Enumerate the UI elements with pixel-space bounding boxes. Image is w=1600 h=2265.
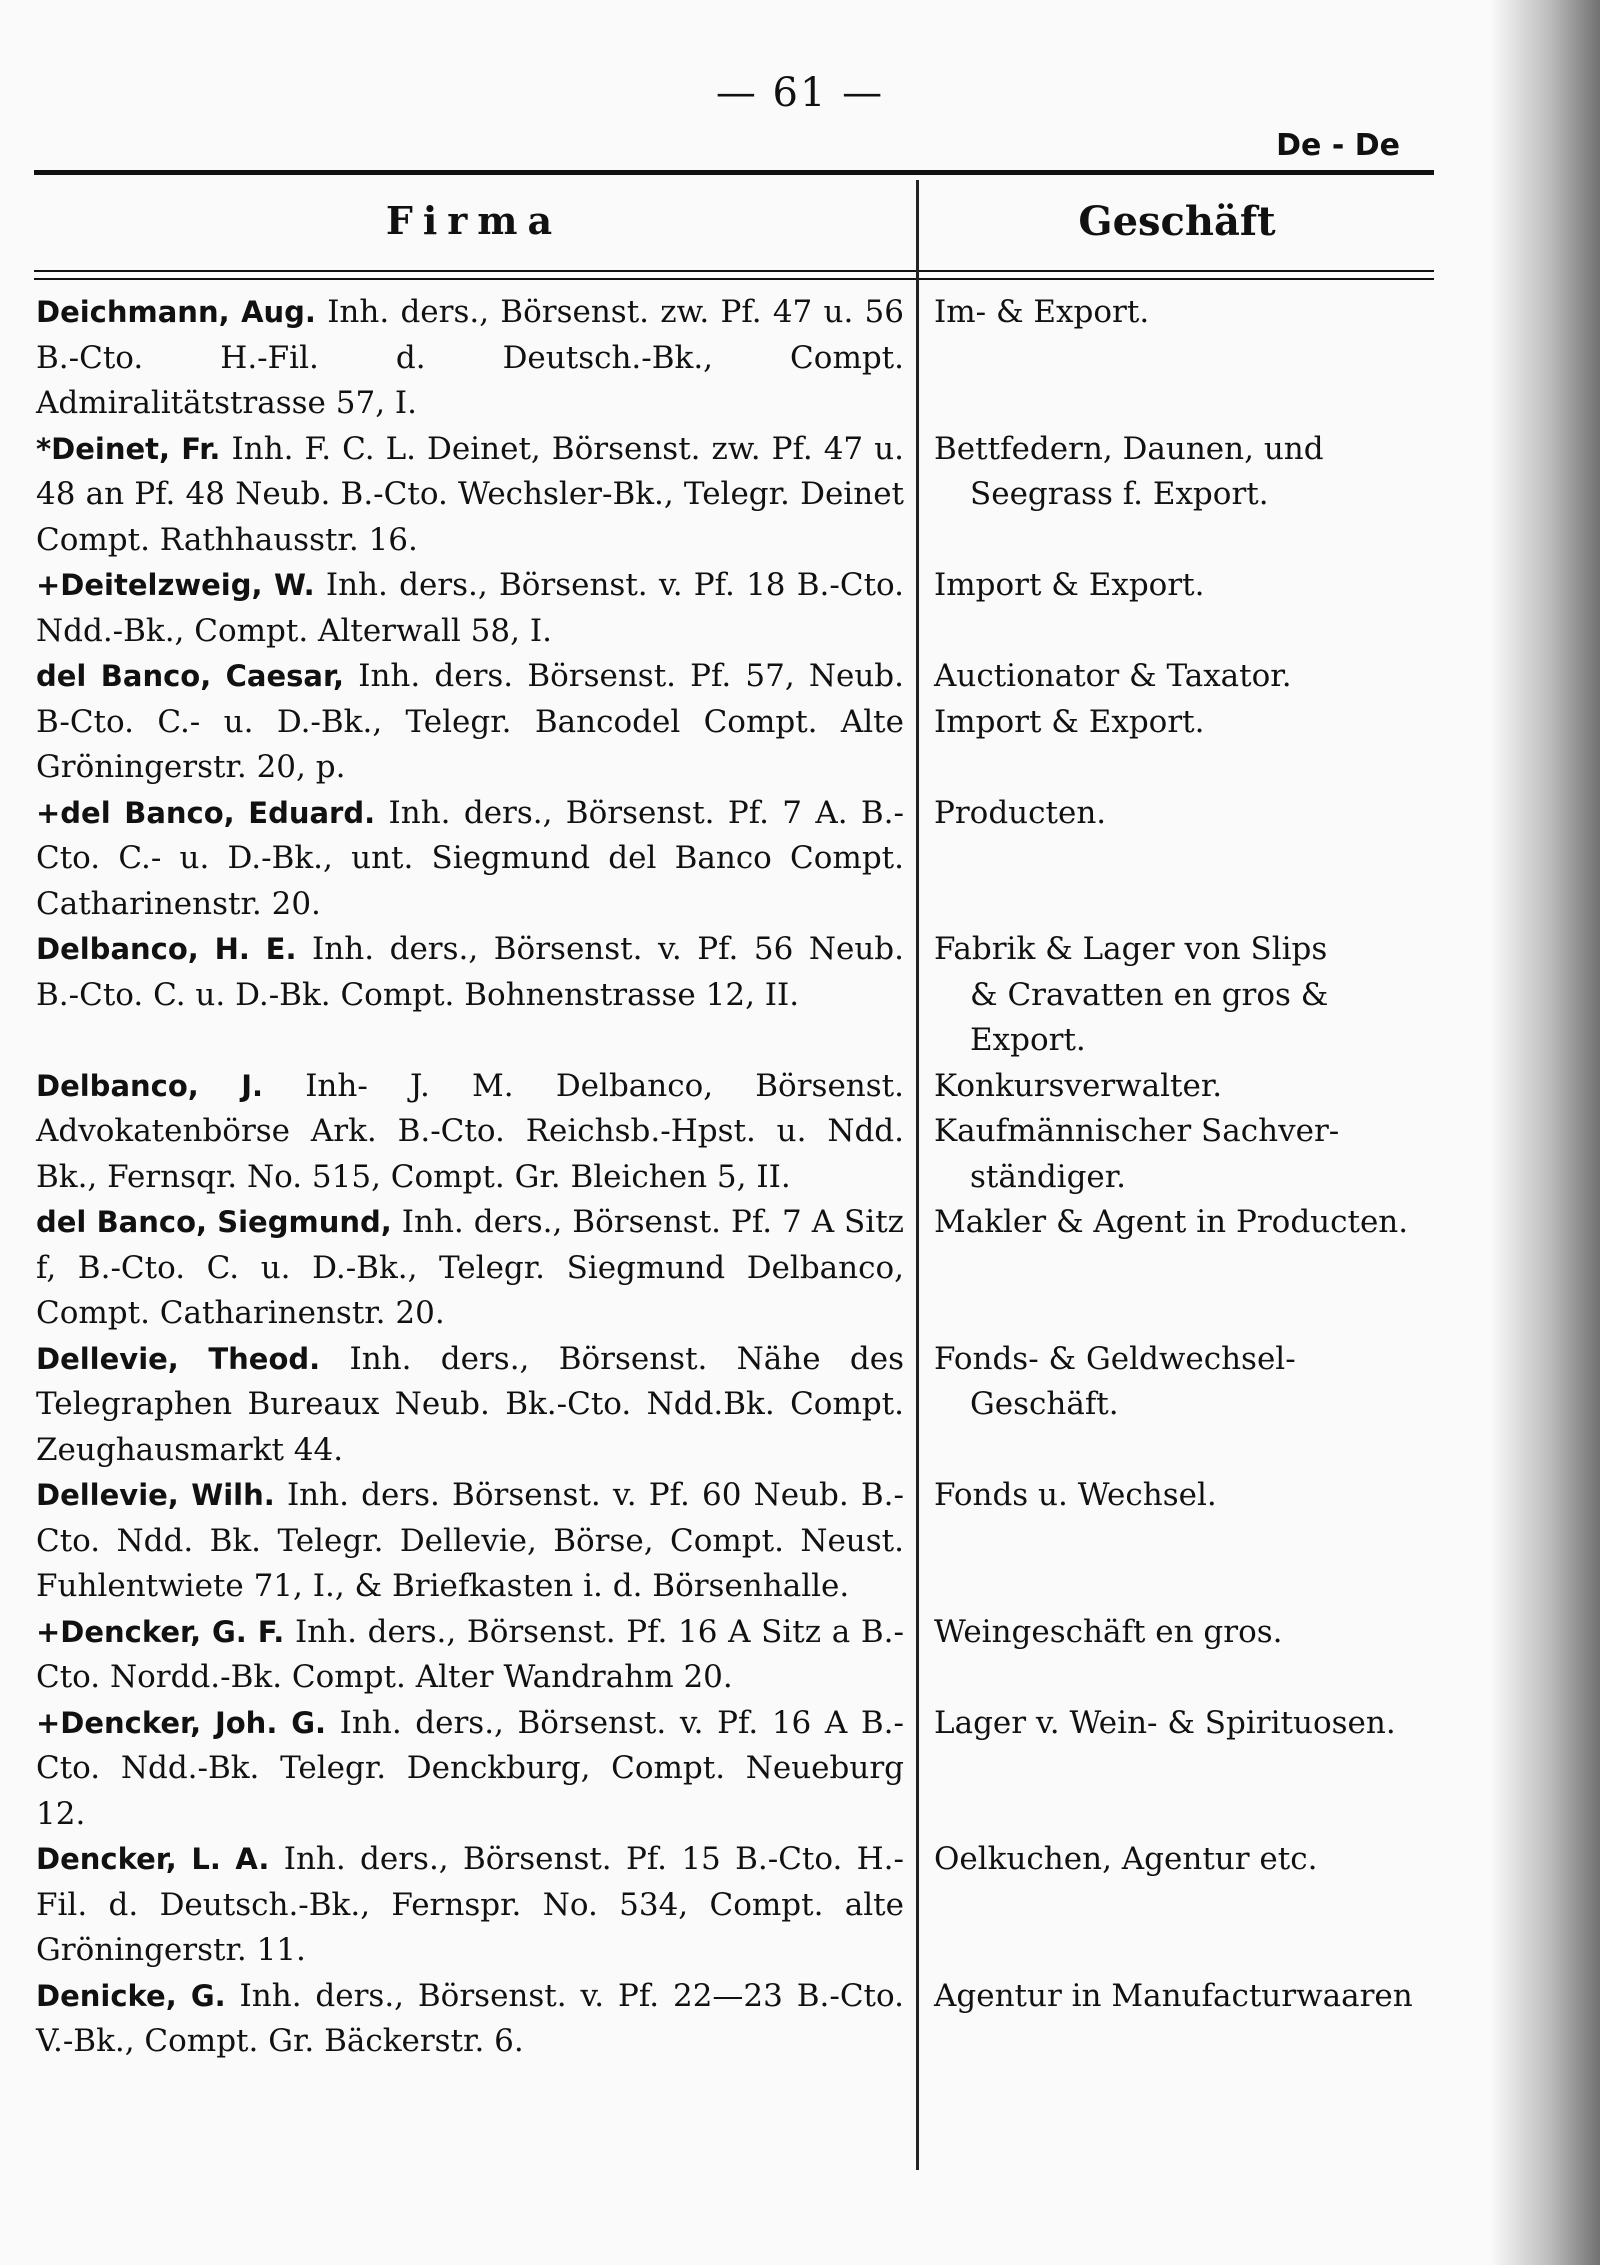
directory-entry: [36, 1200, 1456, 1337]
entry-business: [914, 1701, 1444, 1838]
firm-details: Inh. ders., Börsenst. Pf. 7 A Sitz f, B.-Cto. C. u. D.-Bk., Telegr. Siegmund Delbanco, Compt. Catharinenstr. 20.: [36, 1204, 904, 1331]
business-line: Agentur in Manufacturwaaren: [934, 1977, 1413, 2014]
firm-name: +Dencker, Joh. G.: [36, 1705, 327, 1740]
business-line: Auctionator & Taxator.: [934, 658, 1292, 694]
firm-details: Inh. ders. Börsenst. v. Pf. 60 Neub. B.-Cto. Ndd. Bk. Telegr. Dellevie, Börse, Compt. Neust. Fuhlentwiete 71, I., & Briefkasten i. d. Börsenhalle.: [36, 1477, 905, 1604]
entry-business: [914, 1837, 1444, 1974]
column-heading-geschaeft: Geschäft: [1078, 198, 1276, 245]
firm-name: Dellevie, Wilh.: [36, 1478, 275, 1512]
firm-name: Denicke, G.: [36, 1978, 226, 2013]
business-line: Fonds u. Wechsel.: [934, 1477, 1217, 1513]
firm-name: Dencker, L. A.: [36, 1842, 270, 1876]
directory-entry: [36, 1064, 1456, 1201]
entry-business: [914, 1974, 1444, 2065]
entry-firma: [36, 1837, 914, 1974]
business-line: & Cravatten en gros &: [970, 976, 1329, 1013]
entry-firma: [36, 427, 914, 564]
firm-details: Inh. ders., Börsenst. v. Pf. 18 B.-Cto. Ndd.-Bk., Compt. Alterwall 58, I.: [36, 567, 904, 649]
firm-name: Delbanco, H. E.: [36, 932, 297, 966]
entry-business: [914, 1337, 1444, 1474]
firm-name: +Dencker, G. F.: [36, 1614, 285, 1649]
business-line: Bettfedern, Daunen, und: [934, 430, 1324, 467]
entry-firma: [36, 1473, 914, 1610]
entry-business: [914, 1200, 1444, 1337]
firm-details: Inh. ders., Börsenst. Pf. 7 A. B.-Cto. C.- u. D.-Bk., unt. Siegmund del Banco Compt. Catharinenstr. 20.: [36, 794, 905, 922]
entry-firma: [36, 1610, 914, 1701]
entry-list: [36, 290, 1456, 2065]
entry-business: [914, 563, 1444, 654]
header-rule: [34, 170, 1434, 175]
business-line: Seegrass f. Export.: [970, 476, 1269, 512]
business-line: Geschäft.: [970, 1386, 1119, 1422]
firm-details: Inh. ders., Börsenst. v. Pf. 22—23 B.-Cto. V.-Bk., Compt. Gr. Bäckerstr. 6.: [36, 1977, 904, 2059]
business-line: Producten.: [934, 794, 1107, 831]
entry-business: [914, 1610, 1444, 1701]
business-line: Import & Export.: [934, 567, 1205, 603]
entry-firma: [36, 290, 914, 427]
entry-firma: [36, 563, 914, 654]
business-line: Konkursverwalter.: [934, 1067, 1223, 1104]
firm-name: +Deitelzweig, W.: [36, 568, 315, 602]
directory-entry: [36, 1610, 1456, 1701]
firm-details: Inh. ders., Börsenst. Pf. 15 B.-Cto. H.-Fil. d. Deutsch.-Bk., Fernspr. No. 534, Compt. alte Gröningerstr. 11.: [36, 1841, 905, 1968]
directory-entry: [36, 290, 1456, 427]
firm-details: Inh. ders., Börsenst. Pf. 16 A Sitz a B.-Cto. Nordd.-Bk. Compt. Alter Wandrahm 20.: [36, 1613, 905, 1695]
business-line: Weingeschäft en gros.: [934, 1613, 1283, 1650]
entry-firma: [36, 1337, 914, 1474]
directory-entry: [36, 1837, 1456, 1974]
entry-firma: [36, 1064, 914, 1201]
firm-details: Inh. ders., Börsenst. v. Pf. 16 A B.-Cto. Ndd.-Bk. Telegr. Denckburg, Compt. Neueburg 12.: [36, 1704, 904, 1832]
business-line: Lager v. Wein- & Spirituosen.: [934, 1704, 1396, 1741]
business-line: Export.: [970, 1022, 1086, 1058]
business-line: Fabrik & Lager von Slips: [934, 931, 1328, 967]
alphabet-range: De - De: [1276, 128, 1400, 163]
business-line: Oelkuchen, Agentur etc.: [934, 1841, 1318, 1877]
directory-entry: [36, 563, 1456, 654]
entry-business: [914, 427, 1444, 564]
business-line: Kaufmännischer Sachver-: [934, 1113, 1340, 1149]
page-number: — 61 —: [715, 70, 885, 116]
firm-name: Delbanco, J.: [36, 1068, 264, 1103]
firm-name: +del Banco, Eduard.: [36, 795, 376, 830]
entry-firma: [36, 1701, 914, 1838]
firm-details: Inh- J. M. Delbanco, Börsenst. Advokatenbörse Ark. B.-Cto. Reichsb.-Hpst. u. Ndd. Bk., Fernsqr. No. 515, Compt. Gr. Bleichen 5, II.: [36, 1067, 904, 1195]
directory-entry: [36, 654, 1456, 791]
entry-business: [914, 654, 1444, 791]
firm-details: Inh. ders. Börsenst. Pf. 57, Neub. B-Cto. C.- u. D.-Bk., Telegr. Bancodel Compt. Alte Gröningerstr. 20, p.: [36, 658, 905, 785]
entry-firma: [36, 791, 914, 928]
entry-business: [914, 791, 1444, 928]
entry-firma: [36, 1974, 914, 2065]
entry-business: [914, 1064, 1444, 1201]
directory-entry: [36, 1974, 1456, 2065]
business-line: Import & Export.: [934, 703, 1205, 740]
column-heading-firma: Firma: [385, 198, 563, 243]
firm-name: *Deinet, Fr.: [36, 431, 221, 466]
entry-business: [914, 1473, 1444, 1610]
directory-entry: [36, 1337, 1456, 1474]
business-line: Im- & Export.: [934, 294, 1150, 330]
firm-details: Inh. F. C. L. Deinet, Börsenst. zw. Pf. 47 u. 48 an Pf. 48 Neub. B.-Cto. Wechsler-Bk., Telegr. Deinet Compt. Rathhausstr. 16.: [36, 430, 904, 558]
business-line: ständiger.: [970, 1158, 1127, 1195]
directory-entry: [36, 1473, 1456, 1610]
double-rule-bottom: [34, 278, 1434, 280]
entry-firma: [36, 654, 914, 791]
directory-entry: [36, 791, 1456, 928]
firm-name: Dellevie, Theod.: [36, 1341, 321, 1376]
firm-name: del Banco, Caesar,: [36, 659, 345, 693]
double-rule-top: [34, 270, 1434, 272]
business-line: Makler & Agent in Producten.: [934, 1204, 1409, 1240]
firm-name: Deichmann, Aug.: [36, 295, 316, 329]
firm-details: Inh. ders., Börsenst. Nähe des Telegraphen Bureaux Neub. Bk.-Cto. Ndd.Bk. Compt. Zeughausmarkt 44.: [36, 1340, 904, 1468]
directory-entry: [36, 927, 1456, 1064]
entry-business: [914, 927, 1444, 1064]
entry-firma: [36, 927, 914, 1064]
firm-details: Inh. ders., Börsenst. zw. Pf. 47 u. 56 B.-Cto. H.-Fil. d. Deutsch.-Bk., Compt. Admiralitätstrasse 57, I.: [36, 294, 904, 421]
directory-entry: [36, 1701, 1456, 1838]
firm-details: Inh. ders., Börsenst. v. Pf. 56 Neub. B.-Cto. C. u. D.-Bk. Compt. Bohnenstrasse 12, II.: [36, 931, 905, 1013]
directory-entry: [36, 427, 1456, 564]
entry-firma: [36, 1200, 914, 1337]
firm-name: del Banco, Siegmund,: [36, 1205, 392, 1239]
entry-business: [914, 290, 1444, 427]
business-line: Fonds- & Geldwechsel-: [934, 1340, 1296, 1377]
